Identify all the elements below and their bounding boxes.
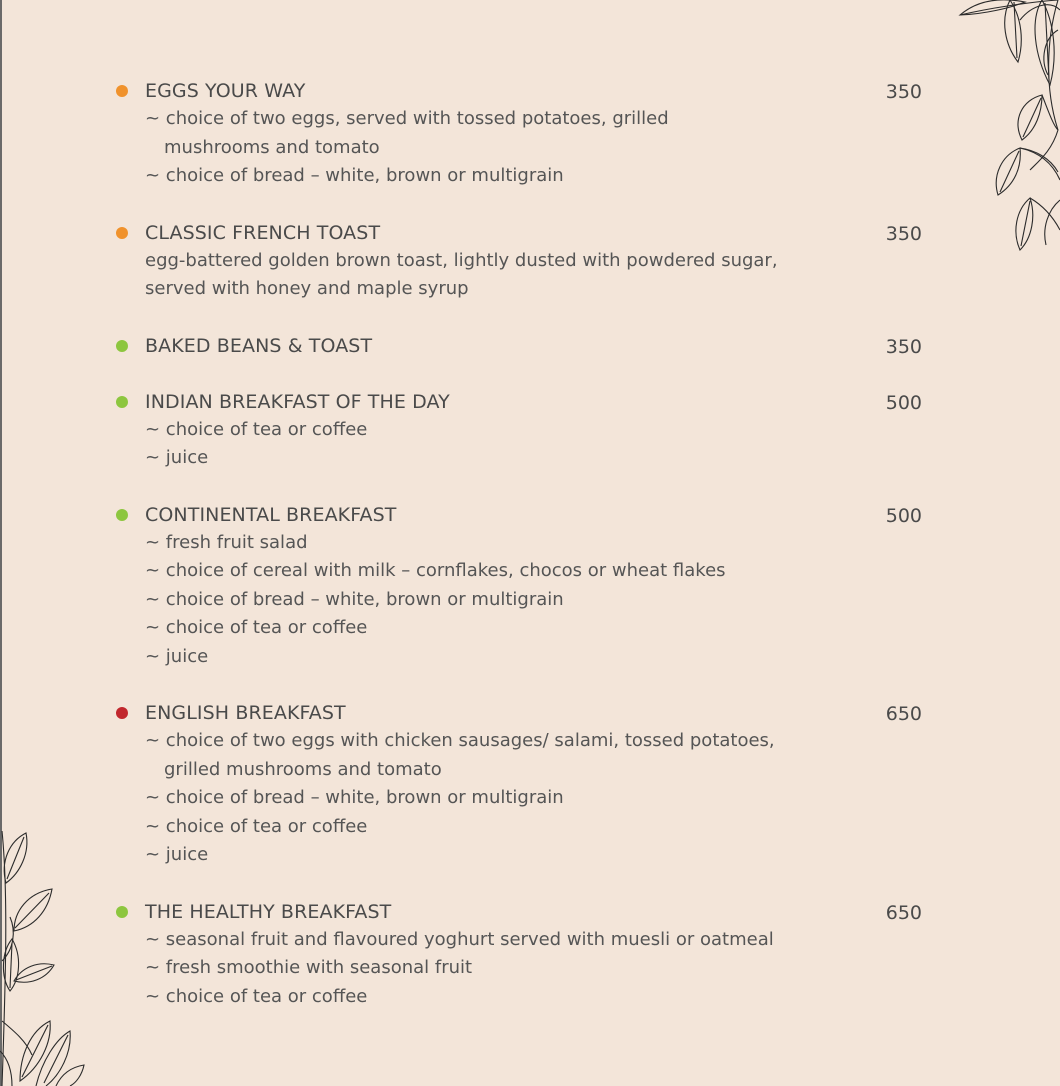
menu-item-price: 500 bbox=[885, 504, 922, 527]
menu-item-description: ~ choice of bread – white, brown or multigrain bbox=[145, 588, 564, 610]
menu-item bbox=[116, 898, 926, 1012]
menu-item-price: 350 bbox=[885, 81, 922, 103]
menu-item-description: ~ fresh smoothie with seasonal fruit bbox=[145, 957, 473, 978]
menu-item bbox=[116, 699, 926, 870]
menu-item-description: ~ juice bbox=[145, 844, 209, 865]
diet-indicator-dot bbox=[116, 85, 128, 97]
menu-item bbox=[116, 388, 926, 473]
menu-item-description: ~ choice of two eggs, served with tossed potatoes, grilled bbox=[145, 108, 669, 129]
menu-item-description: ~ choice of tea or coffee bbox=[145, 985, 368, 1007]
menu-item-description: served with honey and maple syrup bbox=[145, 278, 469, 299]
diet-indicator-dot bbox=[116, 906, 128, 918]
menu-item-description: egg-battered golden brown toast, lightly dusted with powdered sugar, bbox=[145, 249, 778, 271]
diet-indicator-dot bbox=[116, 707, 128, 719]
menu-item bbox=[116, 77, 926, 191]
menu-item-header bbox=[145, 388, 926, 416]
menu-item-name: ENGLISH BREAKFAST bbox=[145, 702, 346, 724]
menu-item bbox=[116, 219, 926, 304]
menu-item-description: ~ choice of cereal with milk – cornflakes, chocos or wheat flakes bbox=[145, 560, 726, 581]
diet-indicator-dot bbox=[116, 340, 128, 352]
menu-item bbox=[116, 332, 926, 360]
menu-item-header bbox=[145, 332, 926, 360]
menu-item bbox=[116, 501, 926, 672]
menu-item-price: 350 bbox=[885, 335, 922, 358]
menu-item-header bbox=[145, 699, 926, 727]
menu-item-price: 650 bbox=[885, 703, 922, 725]
menu-item-price: 500 bbox=[885, 391, 922, 414]
menu-item-header bbox=[145, 77, 926, 105]
menu-item-header bbox=[145, 219, 926, 247]
menu-item-description: ~ choice of tea or coffee bbox=[145, 418, 368, 440]
menu-item-name: EGGS YOUR WAY bbox=[145, 80, 306, 102]
menu-item-description: ~ choice of tea or coffee bbox=[145, 815, 368, 837]
menu-item-description: ~ fresh fruit salad bbox=[145, 531, 308, 553]
menu-item-name: CLASSIC FRENCH TOAST bbox=[145, 221, 381, 244]
menu-item-name: INDIAN BREAKFAST OF THE DAY bbox=[145, 390, 450, 413]
leaf-branch-icon bbox=[0, 831, 90, 1086]
diet-indicator-dot bbox=[116, 227, 128, 239]
menu-item-description: ~ choice of bread – white, brown or multigrain bbox=[145, 165, 564, 186]
menu-item-description: mushrooms and tomato bbox=[164, 136, 380, 158]
menu-item-price: 650 bbox=[885, 901, 922, 924]
menu-item-description: ~ choice of two eggs with chicken sausages/ salami, tossed potatoes, bbox=[145, 730, 775, 751]
menu-item-description: ~ seasonal fruit and flavoured yoghurt served with muesli or oatmeal bbox=[145, 928, 774, 950]
menu-item-name: THE HEALTHY BREAKFAST bbox=[145, 900, 392, 923]
menu-item-price: 350 bbox=[885, 222, 922, 245]
diet-indicator-dot bbox=[116, 396, 128, 408]
menu-item-header bbox=[145, 501, 926, 529]
menu-item-name: CONTINENTAL BREAKFAST bbox=[145, 503, 397, 526]
menu-item-description: grilled mushrooms and tomato bbox=[164, 758, 442, 780]
menu-item-name: BAKED BEANS & TOAST bbox=[145, 334, 373, 357]
menu-item-header bbox=[145, 898, 926, 926]
diet-indicator-dot bbox=[116, 509, 128, 521]
menu-item-description: ~ choice of bread – white, brown or multigrain bbox=[145, 787, 564, 808]
breakfast-menu bbox=[116, 77, 926, 1011]
menu-item-description: ~ juice bbox=[145, 645, 209, 667]
menu-item-description: ~ juice bbox=[145, 447, 209, 468]
menu-item-description: ~ choice of tea or coffee bbox=[145, 617, 368, 638]
leaf-branch-icon bbox=[950, 0, 1060, 260]
